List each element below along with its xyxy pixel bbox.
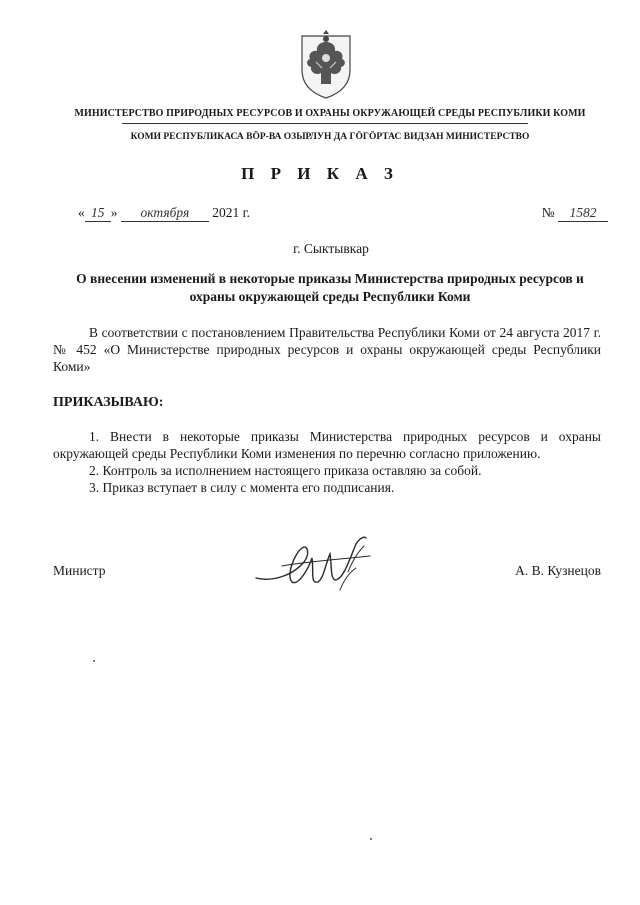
order-number xyxy=(542,205,608,222)
date-number-row xyxy=(78,205,608,227)
handwritten-signature xyxy=(252,532,382,594)
order-item: 3. Приказ вступает в силу с момента его подписания. xyxy=(89,480,395,495)
header-divider xyxy=(122,123,528,124)
order-date xyxy=(78,205,250,222)
date-close-quote: » xyxy=(110,205,118,220)
scan-speck xyxy=(93,660,95,662)
date-day: 15 xyxy=(85,205,111,222)
order-item: 1. Внести в некоторые приказы Министерства природных ресурсов и охраны окружающей среды Республики Коми изменения по перечню согласно приложению. xyxy=(53,429,601,461)
date-year: 2021 г. xyxy=(212,205,251,220)
signer-title: Министр xyxy=(53,563,106,578)
coat-of-arms-icon xyxy=(296,26,356,100)
signer-name: А. В. Кузнецов xyxy=(515,563,601,578)
date-month: октября xyxy=(121,205,209,222)
scan-speck xyxy=(370,838,372,840)
number-value: 1582 xyxy=(558,205,608,222)
order-subject: О внесении изменений в некоторые приказы Министерства природных ресурсов и охраны окружающей среды Республики Коми xyxy=(76,271,584,304)
document-title: П Р И К А З xyxy=(241,164,399,183)
number-sign: № xyxy=(541,205,555,220)
order-keyword: ПРИКАЗЫВАЮ: xyxy=(53,395,164,410)
order-item: 2. Контроль за исполнением настоящего приказа оставляю за собой. xyxy=(89,463,482,478)
ministry-name-komi: КОМИ РЕСПУБЛИКАСА ВӦР-ВА ОЗЫРЛУН ДА ГӦГӦРТАС ВИДЗАН МИНИСТЕРСТВО xyxy=(130,132,530,142)
ministry-name-ru: МИНИСТЕРСТВО ПРИРОДНЫХ РЕСУРСОВ И ОХРАНЫ ОКРУЖАЮЩЕЙ СРЕДЫ РЕСПУБЛИКИ КОМИ xyxy=(74,108,586,119)
city: г. Сыктывкар xyxy=(293,241,369,256)
order-items xyxy=(53,428,601,496)
preamble-paragraph: В соответствии с постановлением Правительства Республики Коми от 24 августа 2017 г. № 452 «О Министерстве природных ресурсов и охраны окружающей среды Республики Коми» xyxy=(53,325,601,374)
date-open-quote: « xyxy=(78,205,85,220)
